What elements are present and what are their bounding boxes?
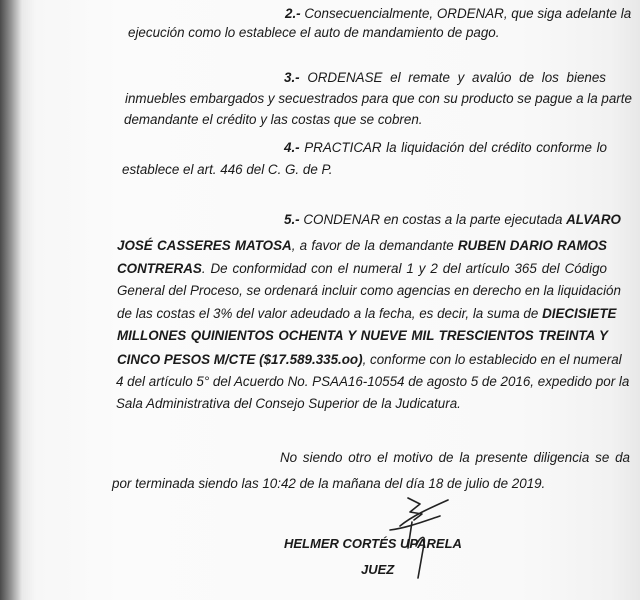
paragraph-5-line-9: Sala Administrativa del Consejo Superior de la Judicatura. bbox=[116, 396, 461, 411]
paragraph-5-text: CONDENAR en costas a la parte ejecutada bbox=[303, 212, 563, 227]
paragraph-2-line-2: ejecución como lo establece el auto de mandamiento de pago. bbox=[128, 25, 500, 40]
paragraph-2-text: Consecuencialmente, ORDENAR, que siga adelante la bbox=[304, 6, 632, 21]
paragraph-5-text-3: . De conformidad con el numeral 1 y 2 del artículo 365 del Código bbox=[201, 261, 607, 276]
paragraph-4-line-1 bbox=[284, 140, 607, 155]
paragraph-5-number: 5.- bbox=[284, 212, 300, 227]
paragraph-2-line-1 bbox=[285, 6, 631, 21]
plaintiff-name-part-1: RUBEN DARIO RAMOS bbox=[457, 238, 607, 253]
paragraph-4-line-2: establece el art. 446 del C. G. de P. bbox=[122, 162, 333, 177]
paragraph-5-line-5 bbox=[117, 306, 617, 321]
defendant-name-part-2: JOSÉ CASSERES MATOSA bbox=[117, 238, 292, 253]
paragraph-3-line-2: inmuebles embargados y secuestrados para que con su producto se pague a la parte bbox=[125, 91, 632, 106]
amount-words-part-1: DIECISIETE bbox=[542, 306, 617, 321]
paragraph-4-number: 4.- bbox=[284, 140, 300, 155]
defendant-name-part-1: ALVARO bbox=[566, 212, 621, 227]
paragraph-5-line-1 bbox=[284, 212, 621, 227]
signer-name: HELMER CORTÉS UPARELA bbox=[284, 536, 462, 551]
paragraph-5-line-8: 4 del artículo 5° del Acuerdo No. PSAA16-10554 de agosto 5 de 2016, expedido por la bbox=[116, 374, 630, 389]
closing-line-1: No siendo otro el motivo de la presente diligencia se da bbox=[280, 450, 630, 465]
paragraph-5-text-5: de las costas el 3% del valor adeudado a la fecha, es decir, la suma de bbox=[117, 306, 539, 321]
plaintiff-name-part-2: CONTRERAS bbox=[117, 261, 202, 276]
paragraph-5-line-2 bbox=[117, 238, 607, 253]
paragraph-5-text-7: , conforme con lo establecido en el numeral bbox=[362, 352, 622, 367]
paragraph-3-number: 3.- bbox=[284, 70, 300, 85]
amount-figure: CINCO PESOS M/CTE ($17.589.335.oo) bbox=[117, 352, 363, 367]
paragraph-5-line-7 bbox=[117, 352, 622, 367]
paragraph-3-line-1 bbox=[284, 70, 606, 85]
paragraph-5-line-6: MILLONES QUINIENTOS OCHENTA Y NUEVE MIL TRESCIENTOS TREINTA Y bbox=[117, 328, 608, 343]
paragraph-5-line-3 bbox=[117, 261, 607, 276]
signer-title: JUEZ bbox=[361, 562, 395, 577]
paragraph-5-line-4: General del Proceso, se ordenará incluir como agencias en derecho en la liquidación bbox=[117, 283, 621, 298]
closing-line-2: por terminada siendo las 10:42 de la mañana del día 18 de julio de 2019. bbox=[112, 476, 546, 491]
paragraph-2-number: 2.- bbox=[285, 6, 301, 21]
paragraph-5-text-2: , a favor de la demandante bbox=[291, 238, 454, 253]
paragraph-3-line-3: demandante el crédito y las costas que se cobren. bbox=[124, 112, 423, 127]
paragraph-3-text: ORDENASE el remate y avalúo de los bienes bbox=[307, 70, 606, 85]
paragraph-4-text: PRACTICAR la liquidación del crédito conforme lo bbox=[304, 140, 607, 155]
